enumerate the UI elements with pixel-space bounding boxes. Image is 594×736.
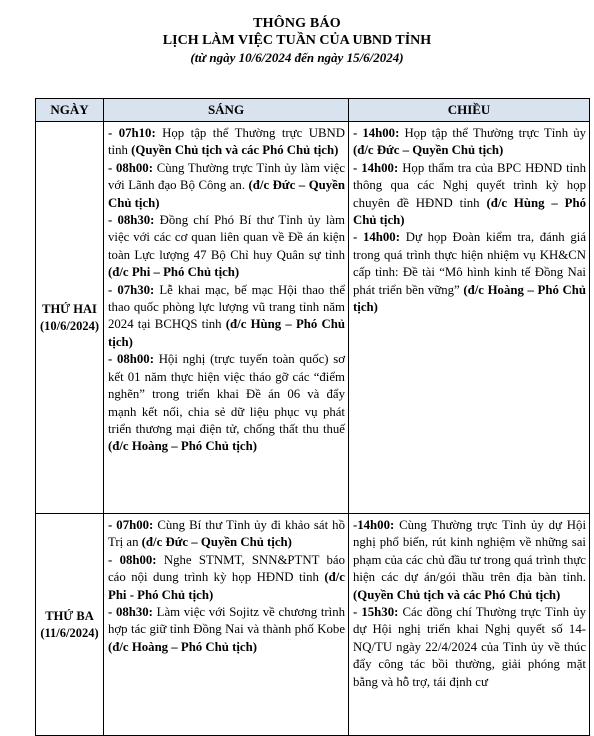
entry-text: Các đồng chí Thường trực Tỉnh ủy dự Hội nghị triển khai Nghị quyết số 14-NQ/TU ngày 22/4/2024 của Tỉnh ủy về thúc đẩy công tác bồi thường, giải phóng mặt bằng và hỗ trợ, tái định cư <box>353 605 586 689</box>
entry-text: Họp thẩm tra của BPC HĐND tỉnh thông qua các Nghị quyết trình kỳ họp chuyên đề HĐND tỉnh <box>353 160 586 210</box>
entry-attendee: (đ/c Phi - Phó Chủ tịch) <box>108 570 345 602</box>
schedule-table <box>35 98 590 736</box>
entry-time: - 08h30: <box>108 213 155 228</box>
entry-attendee: (đ/c Phi – Phó Chủ tịch) <box>108 265 240 280</box>
entry-text: Nghe STNMT, SNN&PTNT báo cáo nội dung trình kỳ họp HĐND tỉnh <box>108 552 345 585</box>
entry-time: - 14h00: <box>353 230 400 245</box>
schedule-entry <box>108 160 345 212</box>
entry-time: - 14h00: <box>353 126 400 140</box>
entry-attendee: (đ/c Đức – Quyền Chủ tịch) <box>141 535 292 550</box>
entry-attendee: (Quyền Chủ tịch và các Phó Chủ tịch) <box>131 143 339 158</box>
entry-text: Đồng chí Phó Bí thư Tỉnh ủy làm việc với các cơ quan liên quan về Đề án kiện toàn Lực lượng 47 Bộ Chỉ huy Quân sự tỉnh <box>108 213 346 262</box>
date-range: (từ ngày 10/6/2024 đến ngày 15/6/2024) <box>190 50 404 65</box>
entry-time: -14h00: <box>353 518 395 532</box>
entry-time: - 07h30: <box>108 282 155 297</box>
entry-attendee: (đ/c Hùng – Phó Chủ tịch) <box>353 195 587 228</box>
entry-text: Họp tập thể Thường trực Tỉnh ủy <box>399 126 586 140</box>
entry-attendee: (đ/c Hoàng – Phó Chủ tịch) <box>353 282 586 315</box>
entry-attendee: (Quyền Chủ tịch và các Phó Chủ tịch) <box>353 587 561 602</box>
entry-text: Dự họp Đoàn kiểm tra, đánh giá trong quá trình thực hiện nhiệm vụ KH&CN cấp tỉnh: Đề tài “Mô hình kinh tế Đồng Nai phát triển bền vững” <box>353 230 586 297</box>
column-header-afternoon: CHIỀU <box>349 99 590 122</box>
morning-cell <box>104 122 349 514</box>
entry-time: - 08h00: <box>108 352 154 367</box>
table-row <box>36 514 590 736</box>
entry-attendee: (đ/c Hoàng – Phó Chủ tịch) <box>108 439 257 454</box>
entry-time: - 07h10: <box>108 126 156 140</box>
schedule-entry <box>353 229 586 316</box>
entry-time: - 08h00: <box>108 552 157 567</box>
entry-text: Cùng Thường trực Tỉnh ủy làm việc với Lãnh đạo Bộ Công an. <box>108 160 345 193</box>
schedule-entry <box>353 604 586 691</box>
entry-text: Cùng Bí thư Tỉnh ủy đi khảo sát hồ Trị an <box>108 518 345 550</box>
entry-attendee: (đ/c Hùng – Phó Chủ tịch) <box>108 317 345 349</box>
schedule-entry <box>108 212 345 282</box>
entry-text: Lễ khai mạc, bế mạc Hội thao thể thao quốc phòng lực lượng vũ trang tỉnh năm 2024 tại BCHQS tỉnh <box>108 282 346 332</box>
schedule-entry <box>353 517 586 604</box>
schedule-entry <box>353 160 586 230</box>
entry-time: - 08h30: <box>108 605 153 620</box>
entry-time: - 08h00: <box>108 160 153 175</box>
day-date: (10/6/2024) <box>39 318 100 333</box>
table-row <box>36 122 590 514</box>
day-name: THỨ BA <box>45 608 94 623</box>
entry-time: - 15h30: <box>353 605 399 620</box>
afternoon-cell <box>349 514 590 736</box>
schedule-entry <box>353 125 586 160</box>
schedule-entry <box>108 517 345 552</box>
schedule-entry <box>108 604 345 656</box>
entry-text: Làm việc với Sojitz về chương trình hợp tác giữ tỉnh Đồng Nai và thành phố Kobe <box>108 605 345 637</box>
morning-cell <box>104 514 349 736</box>
day-cell <box>36 514 104 736</box>
entry-attendee: (đ/c Đức – Quyền Chủ tịch) <box>108 178 345 210</box>
entry-text: Hội nghị (trực tuyến toàn quốc) sơ kết 01 năm thực hiện việc tháo gỡ các “điểm nghẽn” trong triển khai Đề án 06 và đẩy mạnh kết nối, chia sẻ dữ liệu phục vụ phát triển thương mại điện tử, chống thất thu thuế <box>108 352 346 436</box>
day-cell <box>36 122 104 514</box>
entry-text: Họp tập thể Thường trực UBND tỉnh <box>108 126 345 158</box>
schedule-entry <box>108 351 345 455</box>
document-title: THÔNG BÁO <box>253 16 341 31</box>
entry-attendee: (đ/c Hoàng – Phó Chủ tịch) <box>108 639 257 654</box>
entry-text: Cùng Thường trực Tỉnh ủy dự Hội nghị phổ biến, rút kinh nghiệm về những sai phạm của các chủ đầu tư trong quá trình thực hiện các dự án/gói thầu trên địa bàn tỉnh. <box>353 518 586 585</box>
entry-time: - 14h00: <box>353 160 399 175</box>
entry-attendee: (đ/c Đức – Quyền Chủ tịch) <box>353 143 504 158</box>
day-name: THỨ HAI <box>42 301 97 316</box>
document-subtitle: LỊCH LÀM VIỆC TUẦN CỦA UBND TỈNH <box>162 33 432 48</box>
table-header-row <box>36 99 590 122</box>
schedule-entry <box>108 282 345 352</box>
entry-time: - 07h00: <box>108 518 154 532</box>
afternoon-cell <box>349 122 590 514</box>
day-date: (11/6/2024) <box>40 625 99 640</box>
schedule-entry <box>108 552 345 604</box>
column-header-morning: SÁNG <box>104 99 349 122</box>
column-header-day: NGÀY <box>36 99 104 122</box>
schedule-entry <box>108 125 345 160</box>
